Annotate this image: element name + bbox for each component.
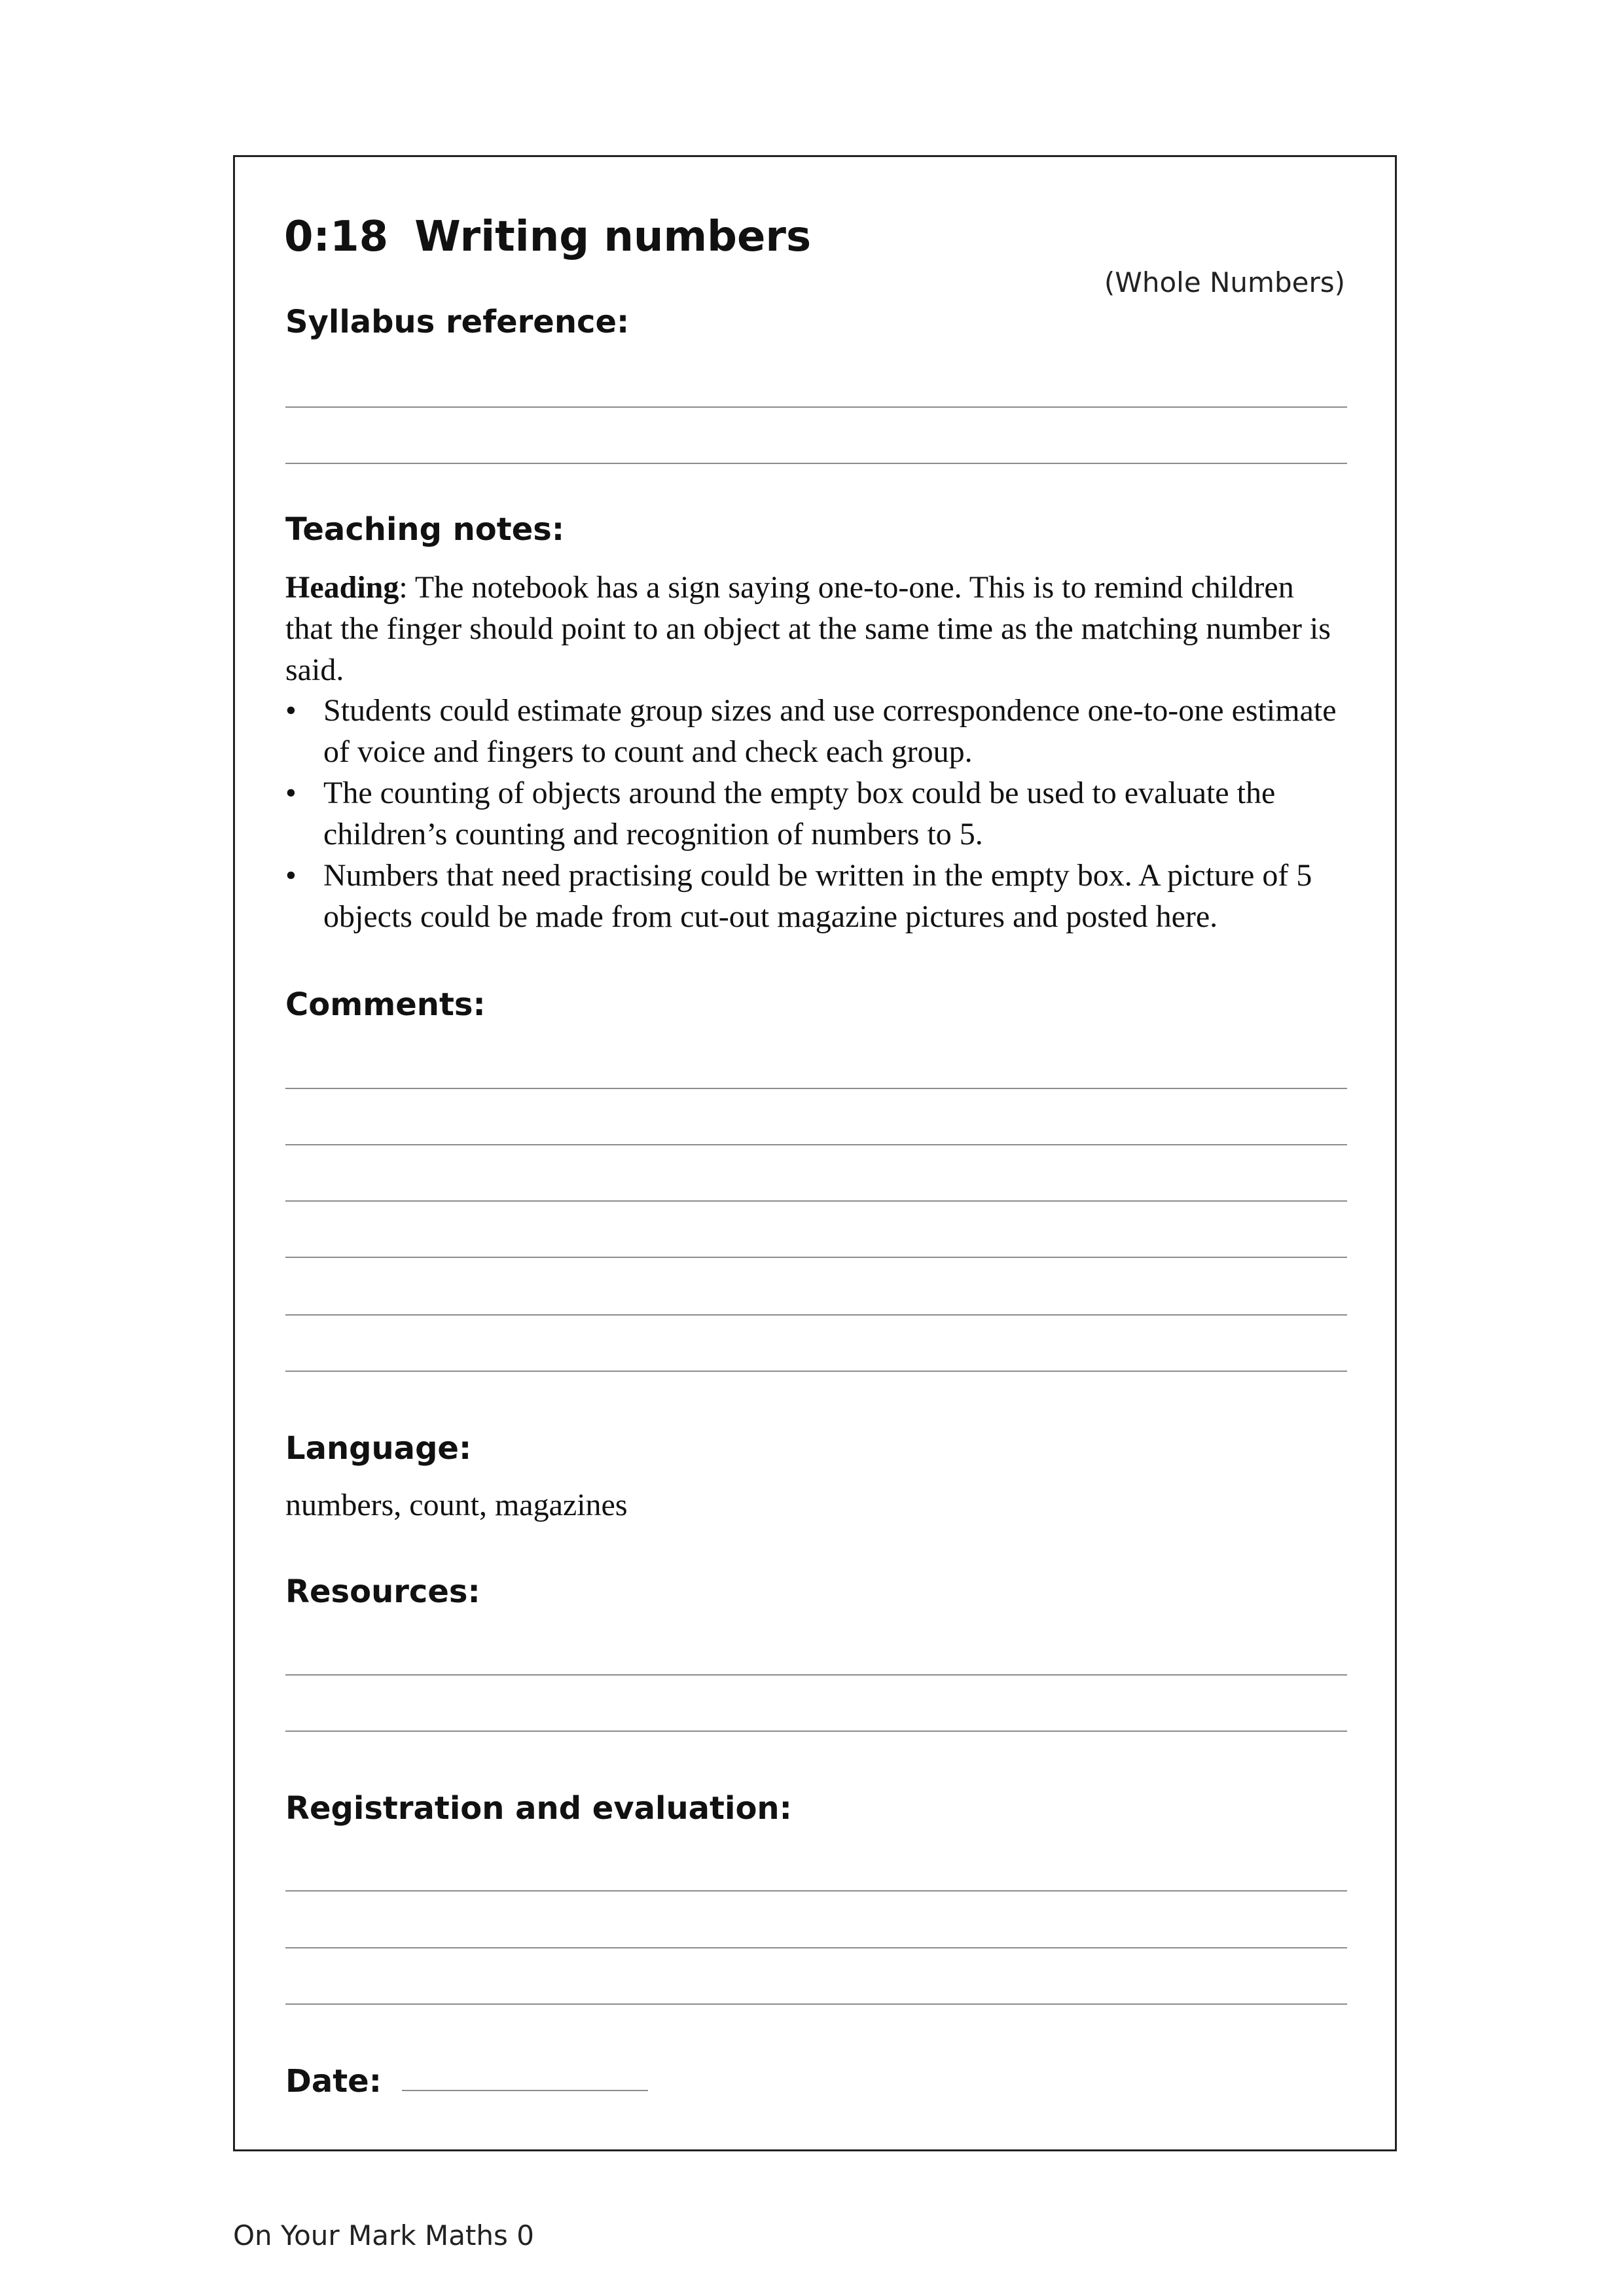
heading-label: Heading [285,570,399,605]
lesson-title: Writing numbers [414,213,812,261]
teaching-notes-heading: Teaching notes: [285,511,565,548]
resources-heading: Resources: [285,1573,480,1610]
list-item: • The counting of objects around the empty box could be used to evaluate the children’s counting and recognition of numbers to 5. [285,772,1347,855]
worksheet-frame [233,155,1397,2151]
syllabus-line-1[interactable] [285,406,1347,408]
footer-text: On Your Mark Maths 0 [233,2219,534,2251]
comments-line-1[interactable] [285,1088,1347,1089]
syllabus-reference-heading: Syllabus reference: [285,304,630,340]
comments-line-4[interactable] [285,1257,1347,1258]
teaching-notes-paragraph [285,567,1347,691]
date-label: Date: [285,2063,382,2100]
comments-line-6[interactable] [285,1371,1347,1372]
heading-text: : The notebook has a sign saying one-to-one. This is to remind children that the finger should point to an object at the same time as the matching number is said. [285,570,1331,687]
language-heading: Language: [285,1430,472,1467]
teaching-notes-bullets [285,690,1347,937]
resources-line-2[interactable] [285,1731,1347,1732]
lesson-number: 0:18 [284,213,389,261]
language-words: numbers, count, magazines [285,1488,628,1522]
registration-line-3[interactable] [285,2003,1347,2005]
registration-line-2[interactable] [285,1947,1347,1948]
date-field-line[interactable] [402,2090,648,2091]
comments-line-3[interactable] [285,1200,1347,1202]
registration-heading: Registration and evaluation: [285,1790,792,1827]
comments-line-2[interactable] [285,1144,1347,1145]
strand-label: (Whole Numbers) [1104,266,1345,298]
comments-heading: Comments: [285,986,486,1023]
list-item: • Students could estimate group sizes and use correspondence one-to-one estimate of voice and fingers to count and check each group. [285,690,1347,772]
registration-line-1[interactable] [285,1890,1347,1892]
resources-line-1[interactable] [285,1674,1347,1676]
page-title [284,211,811,263]
comments-line-5[interactable] [285,1314,1347,1316]
syllabus-line-2[interactable] [285,463,1347,464]
list-item: • Numbers that need practising could be written in the empty box. A picture of 5 objects could be made from cut-out magazine pictures and posted here. [285,855,1347,937]
